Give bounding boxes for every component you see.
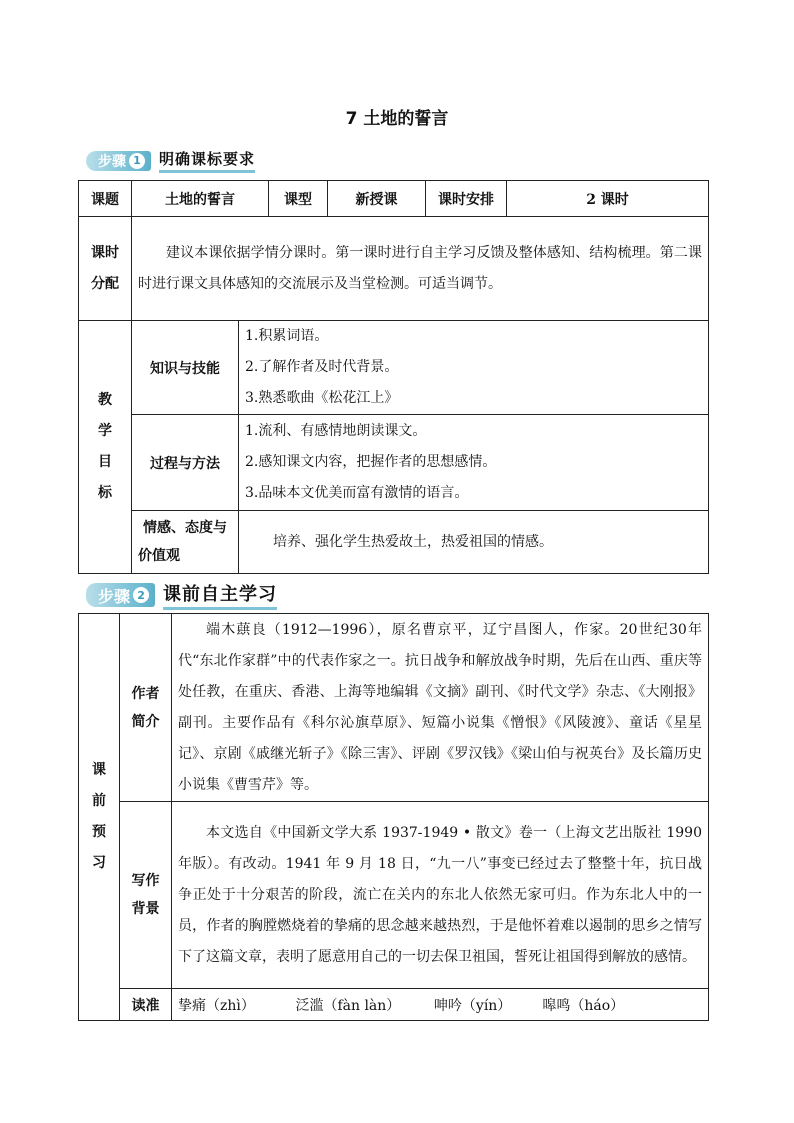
preview-char-3: 预: [92, 824, 106, 840]
process-item-2: 2.感知课文内容，把握作者的思想感情。: [245, 454, 497, 470]
pronunciation-word-1: 挚痛（zhì）: [178, 997, 255, 1014]
allocation-text: 建议本课依据学情分课时。第一课时进行自主学习反馈及整体感知、结构梳理。第二课时进行课文具体感知的交流展示及当堂检测。可适当调节。: [138, 244, 702, 292]
type-value: 新授课: [328, 181, 426, 217]
type-label: 课型: [269, 181, 328, 217]
pronunciation-word-4: 嗥鸣（háo）: [542, 997, 625, 1014]
emotion-text-cell: [239, 511, 709, 574]
pronunciation-words: [172, 989, 709, 1021]
course-standard-table: [78, 180, 709, 574]
process-item-1: 1.流利、有感情地朗读课文。: [245, 423, 427, 439]
knowledge-label: 知识与技能: [132, 321, 239, 415]
emotion-text: 培养、强化学生热爱故土，热爱祖国的情感。: [273, 533, 553, 550]
preview-char-4: 习: [92, 855, 106, 871]
emotion-label: [132, 511, 239, 574]
step-2-title: 课前自主学习: [163, 580, 277, 610]
pronunciation-word-3: 呻吟（yín）: [433, 997, 512, 1014]
background-label-line2: 背景: [131, 901, 160, 917]
step-1-title: 明确课标要求: [159, 148, 255, 173]
lesson-label: 课题: [79, 181, 132, 217]
knowledge-item-1: 1.积累词语。: [245, 328, 329, 344]
author-label-line2: 简介: [131, 713, 160, 730]
author-row: [79, 614, 709, 802]
process-item-3: 3.品味本文优美而富有激情的语言。: [245, 485, 469, 501]
objectives-char-1: 教: [98, 392, 112, 408]
preview-char-2: 前: [92, 793, 106, 809]
objectives-char-3: 目: [98, 454, 112, 470]
knowledge-item-3: 3.熟悉歌曲《松花江上》: [245, 390, 399, 406]
course-info-row: [79, 181, 709, 217]
objectives-label: [79, 321, 132, 574]
knowledge-item-2: 2.了解作者及时代背景。: [245, 359, 399, 375]
knowledge-items: [239, 321, 709, 415]
schedule-value: 2 课时: [507, 181, 709, 217]
pronunciation-row: [79, 989, 709, 1021]
allocation-label-line1: 课时: [91, 244, 119, 261]
author-text: 端木蕻良（1912—1996），原名曹京平，辽宁昌图人，作家。20世纪30年代“东北作家群”中的代表作家之一。抗日战争和解放战争时期，先后在山西、重庆等处任教，在重庆、香港、上海等地编辑《文摘》副刊、《时代文学》杂志、《大刚报》副刊。主要作品有《科尔沁旗草原》、短篇小说集《憎恨》《风陵渡》、童话《星星记》、京剧《戚继光斩子》《除三害》、评剧《罗汉钱》《梁山伯与祝英台》及长篇历史小说集《曹雪芹》等。: [178, 621, 702, 793]
allocation-text-cell: [132, 217, 709, 321]
emotion-row: [79, 511, 709, 574]
emotion-label-line2: 价值观: [138, 548, 180, 564]
author-text-cell: [172, 614, 709, 802]
lesson-value: 土地的誓言: [132, 181, 269, 217]
pronunciation-label: 读准: [120, 989, 172, 1021]
process-items: [239, 415, 709, 511]
allocation-label-line2: 分配: [91, 275, 119, 292]
allocation-row: [79, 217, 709, 321]
background-text-cell: [172, 802, 709, 989]
process-row: [79, 415, 709, 511]
step-2-badge: [86, 583, 155, 607]
step-1-header: [86, 148, 255, 173]
objectives-char-4: 标: [98, 485, 112, 501]
objectives-char-2: 学: [98, 423, 112, 439]
preview-label: [79, 614, 120, 1021]
emotion-label-line1: 情感、态度与: [143, 520, 227, 536]
knowledge-row: [79, 321, 709, 415]
author-label-line1: 作者: [131, 685, 160, 702]
background-row: [79, 802, 709, 989]
step-2-number: 2: [133, 587, 149, 603]
background-text: 本文选自《中国新文学大系 1937-1949 • 散文》卷一（上海文艺出版社 1990 年版）。有改动。1941 年 9 月 18 日，“九一八”事变已经过去了整整十年，抗日战争正处于十分艰苦的阶段，流亡在关内的东北人依然无家可归。作为东北人中的一员，作者的胸膛燃烧着的挚痛的思念越来越热烈，于是他怀着难以遏制的思乡之情写下了这篇文章，表明了愿意用自己的一切去保卫祖国，誓死让祖国得到解放的感情。: [178, 824, 702, 965]
process-label: 过程与方法: [132, 415, 239, 511]
step-2-badge-label: 步骤: [98, 586, 131, 606]
step-1-badge: [86, 151, 151, 171]
pronunciation-word-2: 泛滥（fàn làn）: [295, 997, 401, 1014]
step-1-number: 1: [129, 153, 145, 169]
step-1-badge-label: 步骤: [98, 153, 126, 170]
background-label-line1: 写作: [131, 873, 160, 889]
preview-table: [78, 613, 709, 1021]
preview-char-1: 课: [92, 762, 106, 778]
step-2-header: [86, 580, 277, 610]
allocation-label: [79, 217, 132, 321]
page-title: 7 土地的誓言: [345, 109, 449, 129]
background-label: [120, 802, 172, 989]
schedule-label: 课时安排: [426, 181, 507, 217]
author-label: [120, 614, 172, 802]
